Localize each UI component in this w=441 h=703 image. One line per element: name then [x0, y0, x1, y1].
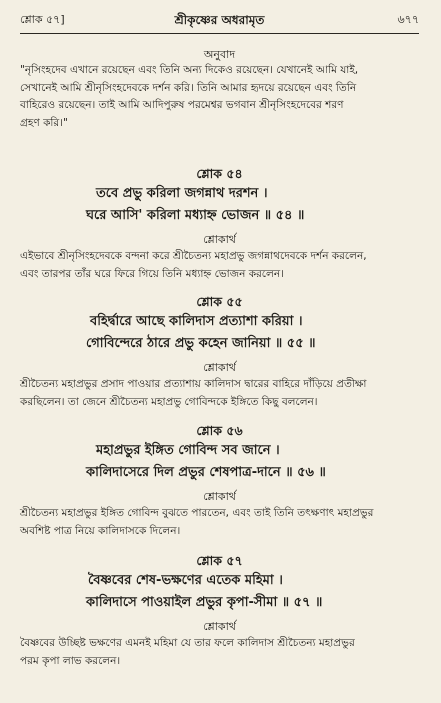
gloss-line: বৈষ্ণবের উচ্ছিষ্ট ভক্ষণের এমনই মহিমা যে তার ফলে কালিদাস শ্রীচৈতন্য মহাপ্রভুর: [20, 637, 355, 649]
gloss-line: করছিলেন। তা জেনে শ্রীচৈতন্য মহাপ্রভু গোবিন্দকে ইঙ্গিতে কিছু বললেন।: [20, 395, 318, 408]
verse-title: শ্লোক ৫৬: [196, 423, 243, 438]
gloss-line: শ্রীচৈতন্য মহাপ্রভুর ইঙ্গিত গোবিন্দ বুঝতে পারতেন, এবং তাই তিনি তৎক্ষণাৎ মহাপ্রভুর: [20, 507, 374, 519]
gloss-label: শ্লোকার্থ: [203, 490, 236, 503]
verse-line: গোবিন্দেরে ঠারে প্রভু কহেন জানিয়া ॥ ৫৫ ॥: [86, 336, 316, 351]
verse-line: তবে প্রভু করিলা জগন্নাথ দরশন ।: [96, 186, 268, 201]
verse-line: বৈষ্ণবের শেষ-ভক্ষণের এতেক মহিমা ।: [88, 573, 283, 588]
anubad-line: সেখানেই আমি শ্রীনৃসিংহদেবকে দর্শন করি। তিনি আমার হৃদয়ে রয়েছেন এবং তিনি: [20, 81, 357, 94]
gloss-line: শ্রীচৈতন্য মহাপ্রভুর প্রসাদ পাওয়ার প্রত্যাশায় কালিদাস দ্বারের বাহিরে দাঁড়িয়ে প্রতীক্ষা: [20, 378, 367, 390]
gloss-label: শ্লোকার্থ: [203, 233, 236, 246]
anubad-paragraph: [20, 62, 419, 132]
gloss-line: এবং তারপর তাঁর ঘরে ফিরে গিয়ে তিনি মধ্যাহ্ন ভোজন করলেন।: [20, 267, 284, 280]
gloss-line: এইভাবে শ্রীনৃসিংহদেবকে বন্দনা করে শ্রীচৈতন্য মহাপ্রভু জগন্নাথদেবকে দর্শন করলেন,: [20, 250, 367, 262]
page-header: [20, 10, 419, 30]
gloss-paragraph: [20, 376, 419, 411]
anubad-line: গ্রহণ করি।": [20, 116, 68, 129]
verse-title: শ্লোক ৫৪: [196, 166, 243, 181]
anubad-line: বাহিরেও রয়েছেন। তাই আমি আদিপুরুষ পরমেশ্বর ভগবান শ্রীনৃসিংহদেবের শরণ: [20, 99, 344, 112]
gloss-line: পরম কৃপা লাভ করলেন।: [20, 654, 121, 667]
gloss-paragraph: [20, 248, 419, 283]
verse-line: কালিদাসে পাওয়াইল প্রভুর কৃপা-সীমা ॥ ৫৭ ॥: [86, 595, 323, 610]
gloss-label: শ্লোকার্থ: [203, 361, 236, 374]
verse-title: শ্লোক ৫৭: [196, 553, 243, 568]
gloss-paragraph: [20, 505, 419, 540]
gloss-paragraph: [20, 635, 419, 670]
header-rule: [20, 33, 419, 34]
header-page-number: ৬৭৭: [397, 13, 419, 26]
gloss-label: শ্লোকার্থ: [203, 620, 236, 633]
verse-title: শ্লোক ৫৫: [196, 294, 243, 309]
anubad-line: "নৃসিংহদেব এখানে রয়েছেন এবং তিনি অন্য দিকেও রয়েছেন। যেখানেই আমি যাই,: [20, 64, 359, 76]
verse-line: বহির্দ্বারে আছে কালিদাস প্রত্যাশা করিয়া ।: [90, 314, 303, 329]
gloss-line: অবশিষ্ট পাত্র নিয়ে কালিদাসকে দিলেন।: [20, 524, 181, 537]
anubad-label: অনুবাদ: [203, 48, 236, 61]
verse-line: ঘরে আসি' করিলা মধ্যাহ্ন ভোজন ॥ ৫৪ ॥: [86, 208, 305, 223]
header-chapter-title: শ্রীকৃষ্ণের অধরামৃত: [174, 13, 265, 27]
verse-line: কালিদাসেরে দিল প্রভুর শেষপাত্র-দানে ॥ ৫৬ ॥: [86, 465, 326, 480]
header-verse-ref: শ্লোক ৫৭]: [20, 13, 65, 26]
verse-line: মহাপ্রভুর ইঙ্গিত গোবিন্দ সব জানে ।: [96, 443, 280, 458]
